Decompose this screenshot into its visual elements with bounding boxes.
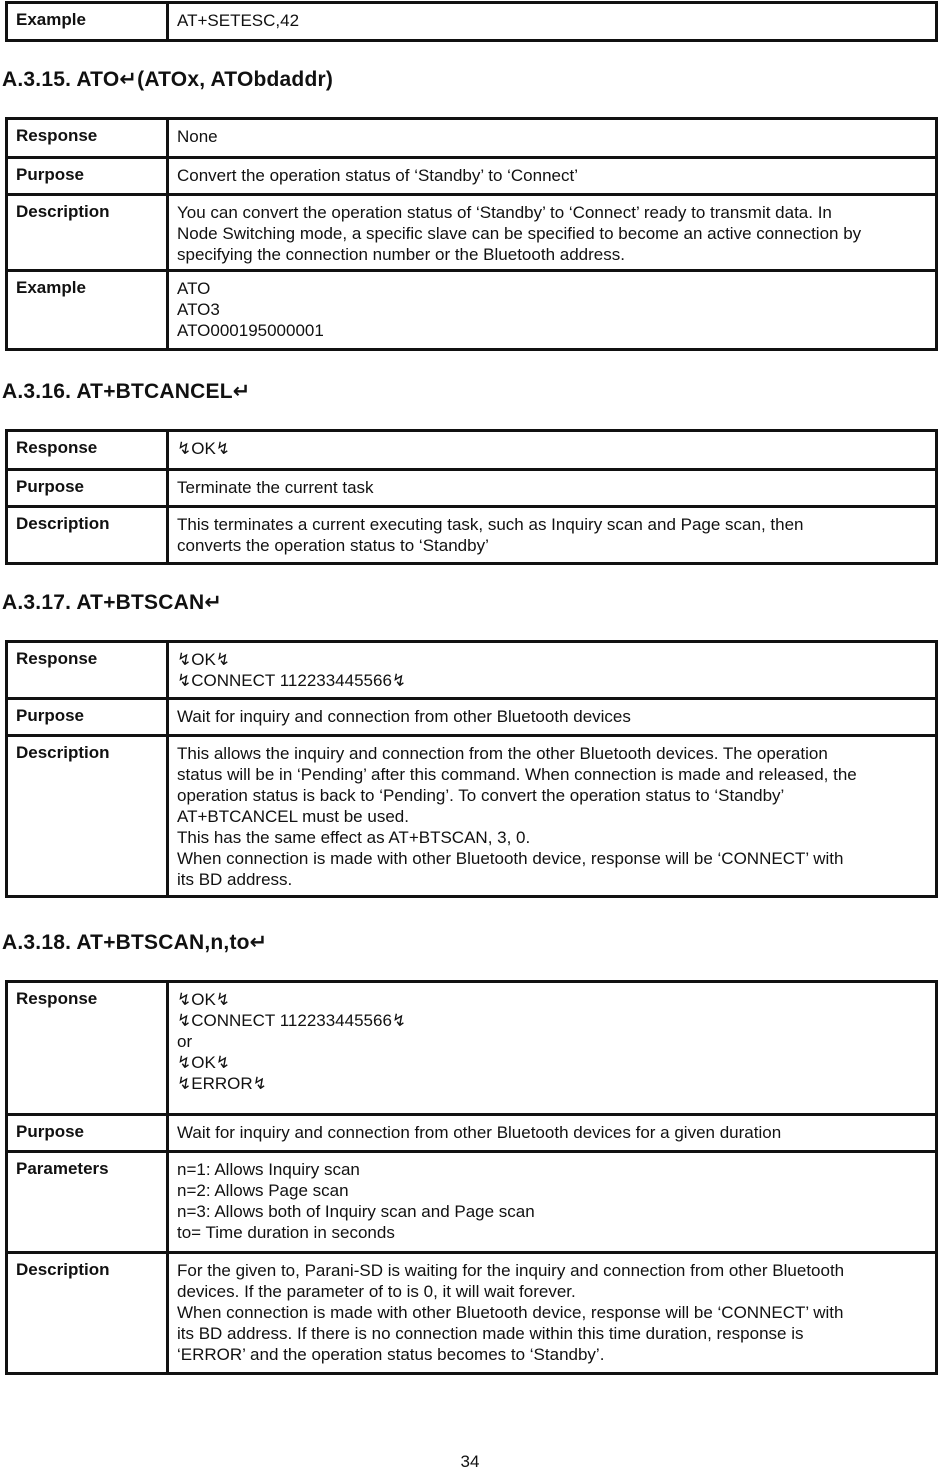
row-label: Description [7, 1253, 168, 1374]
value-line: Convert the operation status of ‘Standby’ to ‘Connect’ [177, 166, 578, 185]
row-label: Response [7, 431, 168, 470]
section-title-btscan-n-to: A.3.18. AT+BTSCAN,n,to↵ [2, 931, 268, 954]
page-number: 34 [460, 1452, 480, 1471]
row-label: Parameters [7, 1152, 168, 1253]
value-line: For the given to, Parani-SD is waiting for the inquiry and connection from other Bluetooth [177, 1261, 845, 1280]
row-value [168, 699, 937, 736]
value-line: n=1: Allows Inquiry scan [177, 1160, 360, 1179]
section-title-ato: A.3.15. ATO↵(ATOx, ATObdaddr) [2, 68, 334, 91]
value-line: ↯ERROR↯ [177, 1074, 267, 1093]
value-line: ATO000195000001 [177, 321, 324, 340]
command-table-btscan [5, 640, 938, 898]
table-row [7, 1253, 937, 1374]
value-line: n=2: Allows Page scan [177, 1181, 349, 1200]
value-line: AT+SETESC,42 [177, 11, 300, 30]
value-line: devices. If the parameter of to is 0, it will wait forever. [177, 1282, 576, 1301]
row-label: Description [7, 195, 168, 271]
value-line: operation status is back to ‘Pending’. To convert the operation status to ‘Standby’ [177, 786, 785, 805]
table-row [7, 1115, 937, 1152]
value-line: This has the same effect as AT+BTSCAN, 3, 0. [177, 828, 531, 847]
row-label: Description [7, 736, 168, 897]
row-value [168, 195, 937, 271]
command-table-ato [5, 117, 938, 351]
command-table-btscan-n-to [5, 980, 938, 1375]
row-value [168, 119, 937, 158]
value-line: ↯OK↯ [177, 1053, 231, 1072]
value-line: Node Switching mode, a specific slave can be specified to become an active connection by [177, 224, 862, 243]
row-value [168, 736, 937, 897]
value-line: ATO3 [177, 300, 220, 319]
value-line: You can convert the operation status of ‘Standby’ to ‘Connect’ ready to transmit data. In [177, 203, 832, 222]
value-line: its BD address. [177, 870, 293, 889]
table-row [7, 507, 937, 564]
row-label: Description [7, 507, 168, 564]
command-table-setesc [5, 1, 938, 42]
value-line: ↯CONNECT 112233445566↯ [177, 1011, 407, 1030]
row-value [168, 3, 937, 41]
table-row [7, 699, 937, 736]
row-value [168, 507, 937, 564]
table-row [7, 982, 937, 1115]
row-label: Purpose [7, 1115, 168, 1152]
value-line: Wait for inquiry and connection from other Bluetooth devices [177, 707, 631, 726]
row-label: Response [7, 119, 168, 158]
value-line: to= Time duration in seconds [177, 1223, 395, 1242]
table-row [7, 271, 937, 350]
value-line: AT+BTCANCEL must be used. [177, 807, 409, 826]
value-line: ↯CONNECT 112233445566↯ [177, 671, 407, 690]
value-line: This allows the inquiry and connection from the other Bluetooth devices. The operation [177, 744, 828, 763]
table-row [7, 195, 937, 271]
value-line: specifying the connection number or the Bluetooth address. [177, 245, 625, 264]
row-value [168, 1253, 937, 1374]
row-label: Purpose [7, 699, 168, 736]
value-line: its BD address. If there is no connection made within this time duration, response is [177, 1324, 804, 1343]
row-value [168, 470, 937, 507]
section-title-btscan: A.3.17. AT+BTSCAN↵ [2, 591, 223, 614]
row-label: Example [7, 3, 168, 41]
row-label: Response [7, 982, 168, 1115]
value-line: ↯OK↯ [177, 650, 231, 669]
table-row [7, 158, 937, 195]
value-line: or [177, 1032, 193, 1051]
value-line: ‘ERROR’ and the operation status becomes to ‘Standby’. [177, 1345, 605, 1364]
row-value [168, 271, 937, 350]
value-line: Terminate the current task [177, 478, 374, 497]
row-value [168, 1152, 937, 1253]
table-row [7, 470, 937, 507]
row-value [168, 982, 937, 1115]
section-title-btcancel: A.3.16. AT+BTCANCEL↵ [2, 380, 251, 403]
table-row [7, 3, 937, 41]
row-value [168, 431, 937, 470]
table-row [7, 1152, 937, 1253]
row-label: Response [7, 642, 168, 699]
value-line: When connection is made with other Bluetooth device, response will be ‘CONNECT’ with [177, 849, 844, 868]
value-line: Wait for inquiry and connection from other Bluetooth devices for a given duration [177, 1123, 782, 1142]
row-label: Purpose [7, 158, 168, 195]
row-label: Purpose [7, 470, 168, 507]
row-value [168, 642, 937, 699]
row-value [168, 158, 937, 195]
row-value [168, 1115, 937, 1152]
value-line: n=3: Allows both of Inquiry scan and Page scan [177, 1202, 535, 1221]
table-row [7, 431, 937, 470]
value-line: converts the operation status to ‘Standby’ [177, 536, 489, 555]
table-row [7, 642, 937, 699]
value-line: ATO [177, 279, 211, 298]
row-label: Example [7, 271, 168, 350]
table-row [7, 119, 937, 158]
value-line: When connection is made with other Bluetooth device, response will be ‘CONNECT’ with [177, 1303, 844, 1322]
table-row [7, 736, 937, 897]
value-line: None [177, 127, 218, 146]
command-table-btcancel [5, 429, 938, 565]
value-line: status will be in ‘Pending’ after this command. When connection is made and released, the [177, 765, 857, 784]
value-line: This terminates a current executing task, such as Inquiry scan and Page scan, then [177, 515, 804, 534]
value-line: ↯OK↯ [177, 990, 231, 1009]
value-line: ↯OK↯ [177, 439, 231, 458]
